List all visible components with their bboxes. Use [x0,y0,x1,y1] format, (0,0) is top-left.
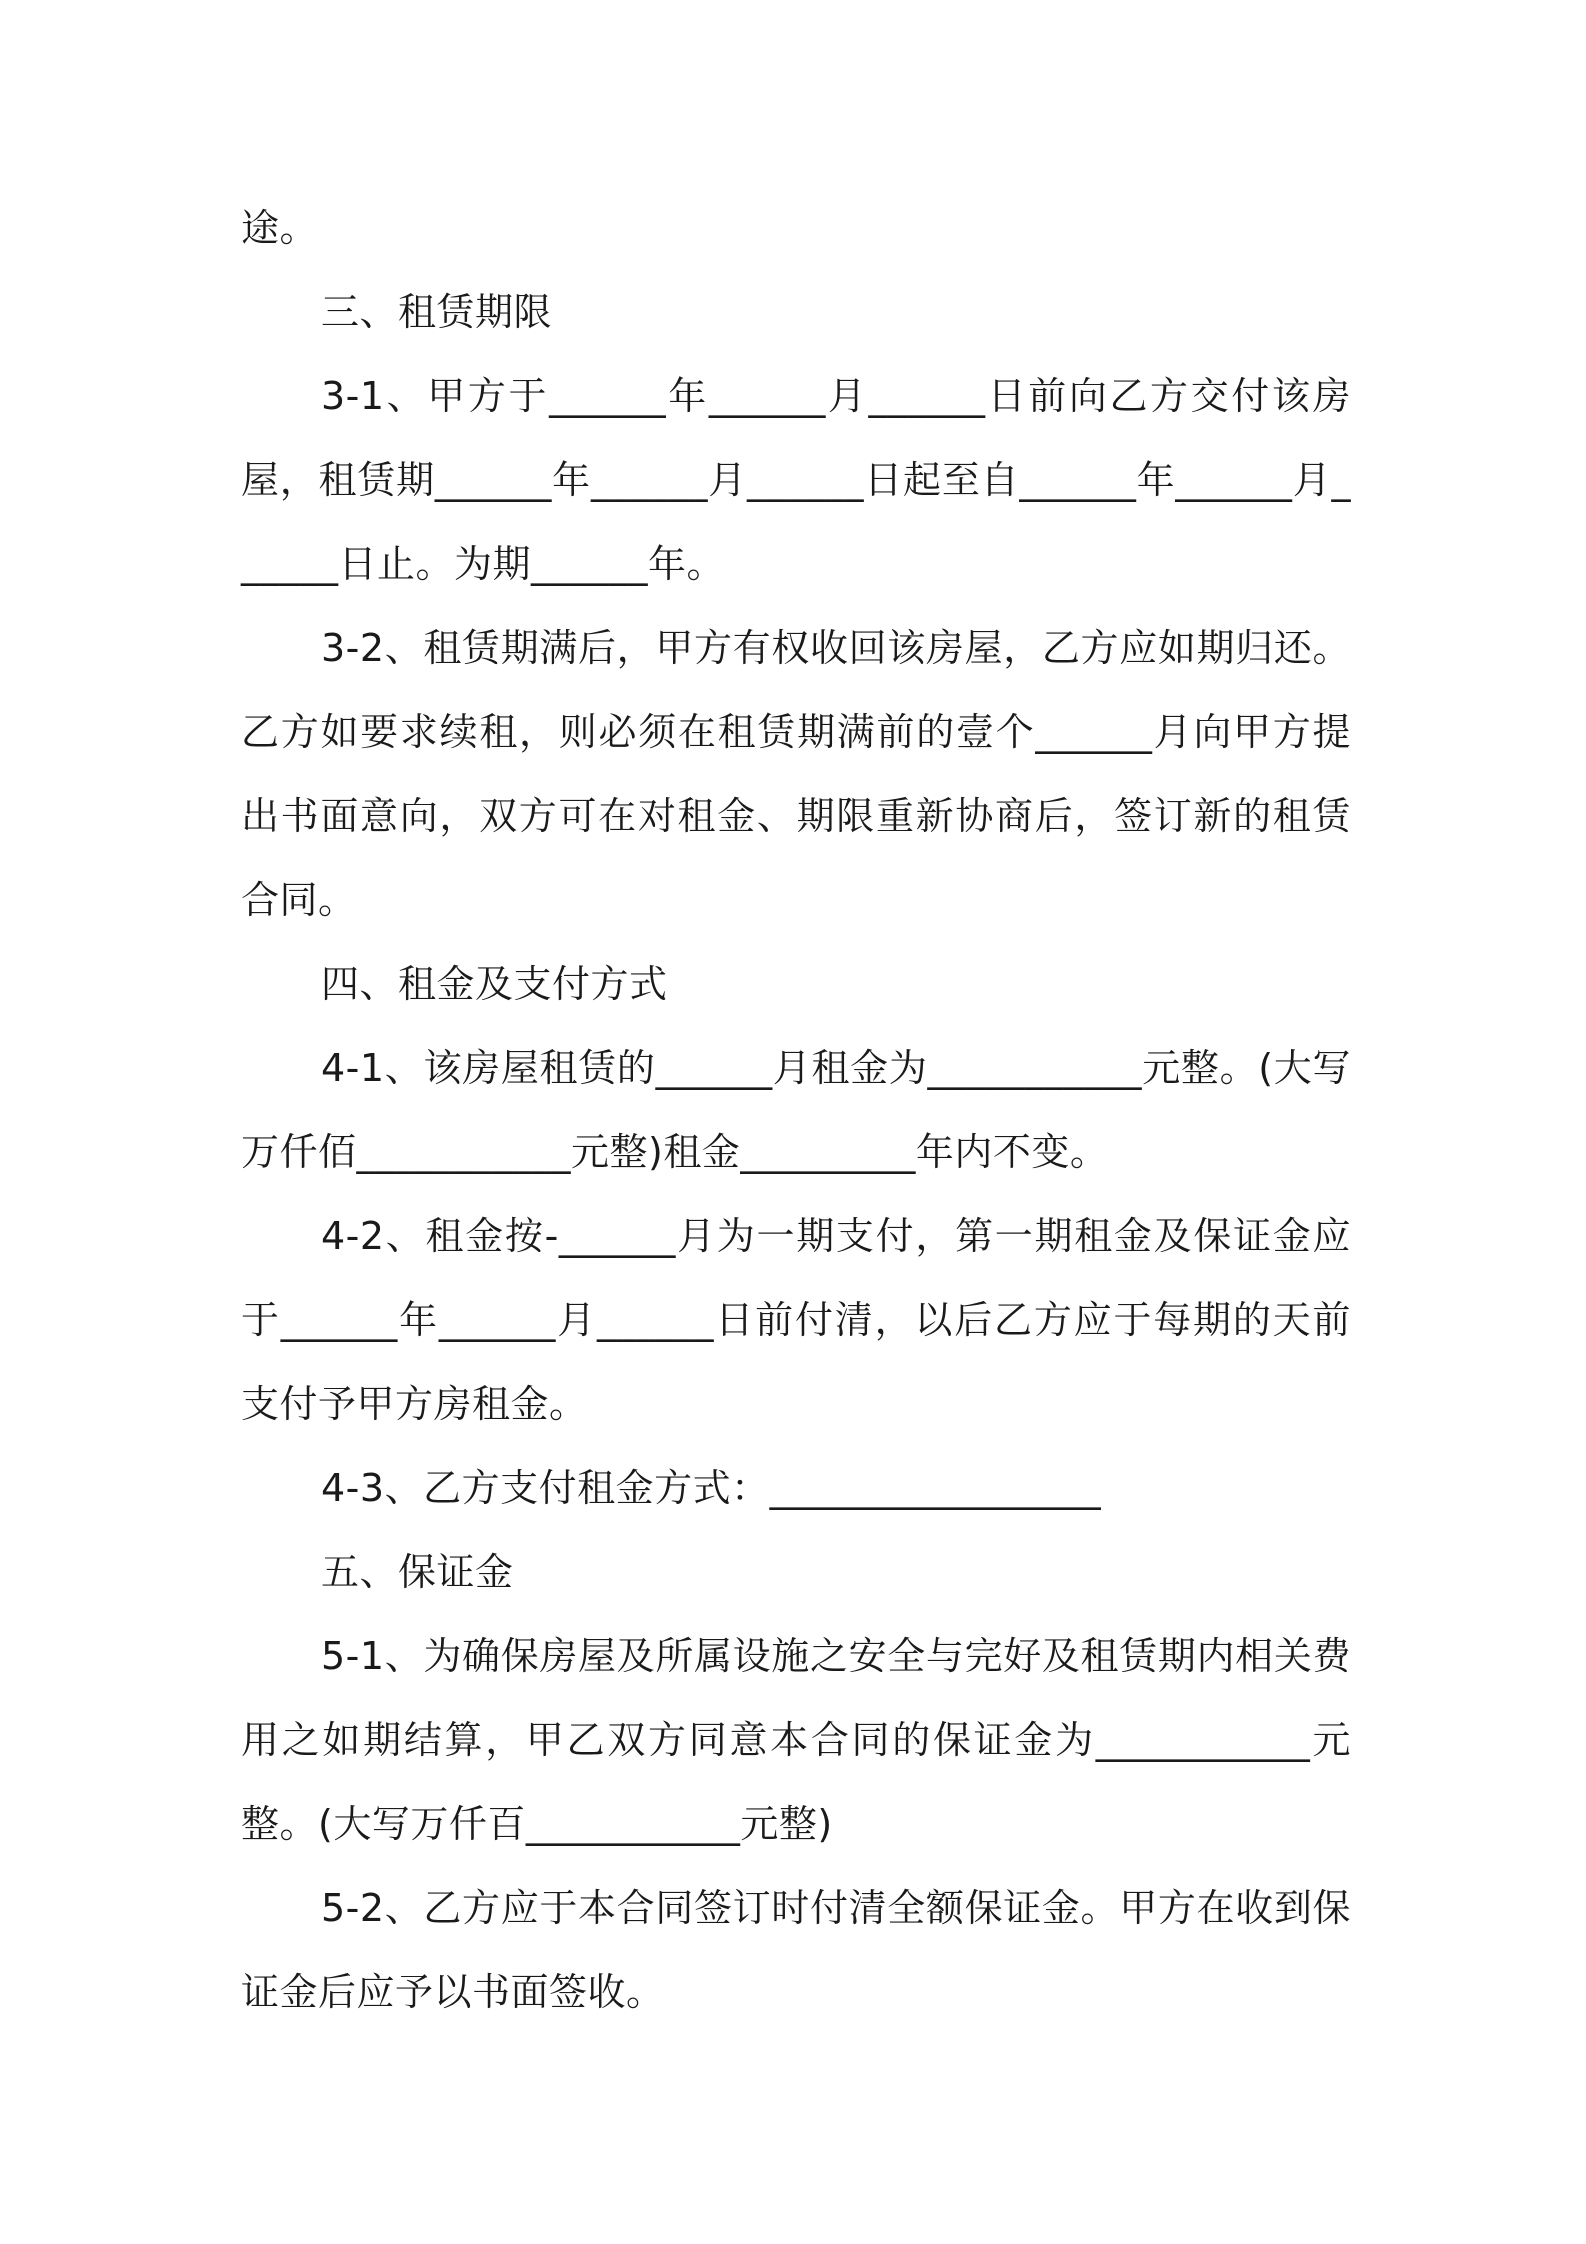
section-heading-rent-payment: 四、租金及支付方式 [321,962,668,1006]
clause-3-2: 3-2、租赁期满后，甲方有权收回该房屋，乙方应如期归还。乙方如要求续租，则必须在租赁期满前的壹个______月向甲方提出书面意向，双方可在对租金、期限重新协商后，签订新的租赁合同。 [241,626,1351,922]
clause-5-1: 5-1、为确保房屋及所属设施之安全与完好及租赁期内相关费用之如期结算，甲乙双方同意本合同的保证金为___________元整。(大写万仟百___________元整) [241,1634,1351,1846]
clause-4-1: 4-1、该房屋租赁的______月租金为___________元整。(大写万仟佰___________元整)租金_________年内不变。 [241,1046,1351,1174]
document-page [241,186,1351,2034]
clause-3-1: 3-1、甲方于______年______月______日前向乙方交付该房屋，租赁期______年______月______日起至自______年______月______日止。为期______年。 [241,374,1351,586]
clause-4-3: 4-3、乙方支付租金方式：_________________ [321,1466,1102,1510]
section-heading-deposit: 五、保证金 [321,1550,514,1594]
paragraph-continuation: 途。 [241,206,319,250]
clause-5-2: 5-2、乙方应于本合同签订时付清全额保证金。甲方在收到保证金后应予以书面签收。 [241,1886,1351,2014]
clause-4-2: 4-2、租金按-______月为一期支付，第一期租金及保证金应于______年______月______日前付清，以后乙方应于每期的天前支付予甲方房租金。 [241,1214,1351,1426]
section-heading-lease-term: 三、租赁期限 [321,290,553,334]
